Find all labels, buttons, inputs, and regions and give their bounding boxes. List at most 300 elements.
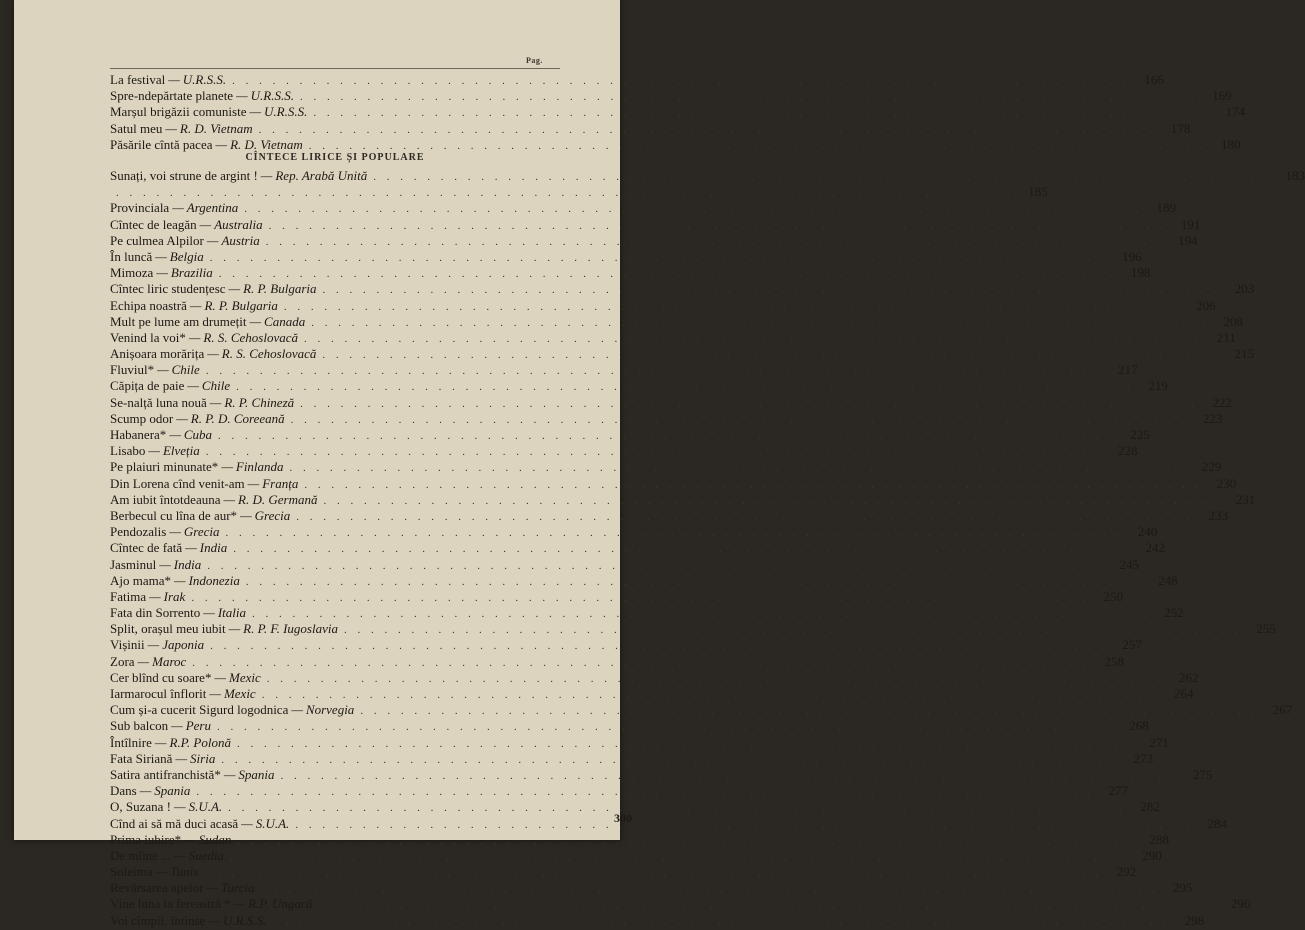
entry-dash: —	[240, 507, 252, 523]
entry-title: Jasminul	[110, 556, 157, 572]
dot-leader	[196, 784, 1094, 800]
entry-title: Sunați, voi strune de argint !	[110, 168, 258, 183]
entry-dash: —	[137, 653, 150, 669]
book-page	[14, 0, 1305, 928]
dot-leader	[281, 768, 1179, 784]
entry-country: U.R.S.S.	[182, 72, 227, 87]
entry-dash: —	[169, 427, 181, 442]
entry-title: Iarmarocul înflorit	[110, 686, 207, 701]
entry-dash: —	[209, 394, 222, 410]
toc-entry	[110, 540, 1165, 556]
entry-title: Fata Siriană	[110, 750, 173, 766]
entry-page: 288	[1149, 831, 1169, 847]
entry-dash: —	[208, 912, 221, 928]
entry-country: R. P. Chineză	[224, 394, 295, 410]
toc-entry	[110, 896, 1251, 912]
entry-page: 258	[1104, 653, 1125, 669]
entry-dash: —	[291, 702, 303, 718]
dot-leader	[206, 363, 1104, 379]
toc-entry	[110, 718, 1149, 734]
entry-title: Berbecul cu lîna de aur*	[110, 507, 238, 523]
toc-entry	[110, 394, 1232, 411]
toc-entry	[110, 507, 1228, 524]
dot-leader	[295, 817, 1193, 833]
entry-dash: —	[236, 88, 248, 104]
toc-entry	[110, 702, 1293, 718]
dot-leader	[323, 282, 1221, 298]
entry-country: R. S. Cehoslovacă	[221, 346, 317, 362]
toc-entry	[110, 637, 1142, 653]
entry-dash: —	[154, 734, 167, 750]
entry-page: 211	[1216, 329, 1236, 345]
toc-entry	[110, 524, 1158, 540]
entry-page: 189	[1156, 200, 1177, 216]
toc-entry	[110, 265, 1151, 281]
toc-entry	[110, 912, 1205, 929]
entry-page: 230	[1216, 475, 1237, 491]
toc-entry	[110, 232, 1198, 249]
page-number: 300	[614, 811, 632, 825]
entry-dash: —	[247, 475, 260, 491]
dot-leader	[269, 218, 1167, 234]
entry-title: Provinciala	[110, 200, 170, 216]
entry-dash: —	[203, 605, 215, 621]
entry-dash: —	[223, 491, 236, 507]
dot-leader	[207, 558, 1105, 574]
dot-leader	[291, 412, 1189, 428]
entry-title: Marșul brigăzii comuniste	[110, 104, 247, 120]
entry-dash: —	[156, 265, 168, 281]
entry-page: 245	[1119, 556, 1139, 572]
entry-country: R. D. Vietnam	[230, 136, 303, 152]
dot-leader	[252, 606, 1150, 622]
entry-title: Din Lorena cînd venit-am	[110, 475, 245, 491]
dot-leader	[290, 460, 1188, 476]
entry-page: 282	[1140, 799, 1160, 815]
entry-country: R. P. Bulgaria	[243, 281, 317, 297]
dot-leader	[192, 655, 1090, 671]
entry-page: 231	[1235, 491, 1256, 507]
entry-dash: —	[176, 410, 188, 426]
entry-country: India	[199, 540, 228, 556]
entry-country: Canada	[264, 313, 306, 329]
entry-title: Spre-ndepărtate planete	[110, 88, 234, 104]
dot-leader	[296, 509, 1194, 525]
entry-page: 248	[1158, 572, 1178, 588]
toc-entry	[110, 556, 1139, 573]
entry-country: U.R.S.S.	[250, 88, 294, 104]
entry-page: 180	[1221, 136, 1241, 152]
entry-page: 250	[1103, 588, 1124, 604]
toc-entry	[110, 880, 1193, 896]
entry-dash: —	[148, 443, 160, 459]
entry-dash: —	[249, 104, 262, 120]
entry-page: 242	[1145, 540, 1165, 556]
entry-page: 262	[1179, 669, 1199, 685]
entry-page: 267	[1272, 702, 1293, 718]
entry-page: 215	[1234, 346, 1255, 362]
toc-entry	[110, 346, 1255, 362]
entry-title: Lisabo	[110, 443, 146, 459]
toc-entry	[110, 281, 1255, 297]
entry-page: 292	[1116, 864, 1137, 880]
entry-dash: —	[206, 232, 219, 248]
entry-title: Cum și-a cucerit Sigurd logodnica	[110, 702, 289, 718]
entry-dash: —	[139, 783, 152, 799]
entry-country: Irak	[163, 588, 186, 604]
dot-leader	[226, 525, 1124, 541]
entry-dash: —	[188, 329, 201, 345]
toc-entry	[110, 653, 1125, 670]
entry-page: 233	[1208, 507, 1228, 523]
entry-country: Rep. Arabă Unită	[275, 168, 368, 183]
entry-page: 194	[1177, 232, 1198, 248]
entry-title: Vine luna la fereastră *	[110, 896, 231, 912]
entry-dash: —	[174, 799, 186, 815]
entry-page: 298	[1184, 912, 1205, 928]
dot-leader	[284, 299, 1182, 315]
entry-country: S.U.A.	[188, 799, 223, 815]
toc-entry	[110, 120, 1191, 137]
entry-title: Zora	[110, 653, 135, 669]
toc-entry	[110, 104, 1246, 120]
toc-entry	[110, 864, 1137, 880]
entry-page: 273	[1133, 750, 1154, 766]
entry-title: Cînd ai să mă duci acasă	[110, 815, 239, 831]
entry-country: Spania	[238, 766, 275, 782]
entry-title: Scump odor	[110, 410, 174, 426]
entry-title: Voi cîmpii, întinse	[110, 912, 206, 928]
dot-leader	[116, 185, 1014, 201]
entry-page: 228	[1118, 443, 1138, 459]
entry-page: 295	[1172, 880, 1193, 896]
entry-title: Satul meu	[110, 120, 163, 136]
entry-page: 277	[1108, 783, 1129, 799]
entry-title: Revărsarea apelor	[110, 880, 204, 896]
toc-entry	[110, 362, 1138, 378]
entry-title: Pendozalis	[110, 524, 167, 540]
entry-dash: —	[149, 588, 161, 604]
entry-title: Păsările cîntă pacea	[110, 136, 213, 152]
entry-country: Finlanda	[235, 459, 284, 475]
entry-page: 217	[1118, 362, 1138, 378]
dot-leader	[233, 541, 1131, 557]
entry-country: Chile	[171, 362, 200, 378]
entry-dash: —	[199, 216, 212, 232]
entry-title: Fata din Sorrento	[110, 605, 201, 621]
entry-title: Split, orașul meu iubit	[110, 621, 226, 637]
entry-country: Elveția	[162, 443, 200, 459]
entry-dash: —	[155, 864, 168, 880]
entry-title: În luncă	[110, 248, 153, 264]
entry-dash: —	[228, 281, 241, 297]
entry-dash: —	[165, 120, 177, 136]
entry-country: Chile	[201, 378, 231, 394]
entry-title: Ajo mama*	[110, 572, 172, 588]
entry-title: Soleima	[110, 864, 153, 880]
dot-leader	[217, 719, 1115, 735]
entry-country: Grecia	[254, 507, 291, 523]
entry-page: 219	[1148, 378, 1168, 394]
entry-title: Dans	[110, 783, 137, 799]
toc-entry	[110, 88, 1232, 104]
toc-entry	[110, 459, 1222, 475]
entry-page: 229	[1201, 459, 1222, 475]
dot-leader	[206, 444, 1104, 460]
entry-country: Maroc	[152, 653, 187, 669]
entry-title: Fatima	[110, 588, 147, 604]
entry-country: Austria	[221, 232, 260, 248]
entry-country: Tunis	[170, 864, 199, 880]
dot-leader	[261, 881, 1159, 897]
entry-dash: —	[157, 362, 169, 378]
entry-country: Cuba	[183, 427, 213, 442]
toc-entry	[110, 378, 1168, 394]
entry-country: R. S. Cehoslovacă	[203, 329, 298, 345]
entry-page: 183	[1285, 168, 1305, 183]
entry-page: 185	[1028, 184, 1048, 200]
entry-dash: —	[147, 637, 160, 653]
entry-page: 275	[1192, 766, 1213, 782]
dot-leader	[311, 315, 1209, 331]
entry-title: Cîntec de leagăn	[110, 216, 197, 232]
toc-entry	[110, 200, 1177, 216]
entry-page: 166	[1144, 72, 1164, 87]
entry-country: Norvegia	[305, 702, 355, 718]
dot-leader	[218, 428, 1116, 444]
dot-leader	[304, 331, 1202, 347]
entry-title: Satira antifranchistă*	[110, 766, 221, 782]
toc-entry	[110, 831, 1169, 848]
top-entries-list	[110, 72, 1246, 153]
entry-country: Turcia	[221, 880, 255, 896]
toc-entry	[110, 184, 1048, 200]
entry-page: 252	[1164, 605, 1184, 621]
entry-country: Peru	[185, 718, 211, 734]
toc-entry	[110, 588, 1124, 605]
entry-dash: —	[214, 669, 227, 685]
dot-leader	[246, 574, 1144, 590]
dot-leader	[322, 347, 1220, 363]
toc-entry	[110, 475, 1237, 492]
entry-country: U.R.S.S.	[264, 104, 308, 120]
dot-leader	[221, 752, 1119, 768]
entry-dash: —	[209, 686, 221, 701]
entry-country: Grecia	[183, 524, 220, 540]
dot-leader	[272, 914, 1170, 930]
entry-page: 196	[1121, 248, 1142, 264]
entry-title: Echipa noastră	[110, 297, 187, 313]
entry-page: 284	[1207, 815, 1228, 831]
entry-dash: —	[206, 880, 219, 896]
entry-country: R. P. F. Iugoslavia	[243, 621, 338, 637]
entry-title: Sub balcon	[110, 718, 169, 734]
entry-page: 271	[1149, 734, 1169, 750]
dot-leader	[219, 266, 1117, 282]
toc-entry	[110, 168, 1305, 184]
entry-page: 223	[1202, 410, 1223, 426]
toc-entry	[110, 783, 1129, 799]
toc-entry	[110, 750, 1154, 767]
entry-page: 264	[1173, 686, 1194, 701]
dot-leader	[360, 703, 1258, 719]
entry-dash: —	[233, 896, 246, 912]
toc-entry	[110, 605, 1184, 621]
entry-title: Anișoara morărița	[110, 346, 205, 362]
dot-leader	[237, 833, 1135, 849]
section-title: CÎNTECE LIRICE ȘI POPULARE	[245, 152, 425, 163]
toc-entry	[110, 734, 1169, 751]
entry-title: Întîlnire	[110, 734, 152, 750]
dot-leader	[266, 234, 1164, 250]
entry-dash: —	[187, 378, 199, 394]
toc-entry	[110, 491, 1256, 508]
entry-country: Franța	[262, 475, 299, 491]
entry-dash: —	[207, 346, 219, 362]
entry-page: 255	[1256, 621, 1276, 637]
entry-country: Italia	[217, 605, 246, 621]
entry-dash: —	[228, 621, 241, 637]
entry-title: Pe culmea Alpilor	[110, 232, 204, 248]
entry-dash: —	[249, 313, 262, 329]
entry-dash: —	[175, 750, 188, 766]
entry-title: Mimoza	[110, 265, 154, 281]
entry-title: Cîntec de fată	[110, 540, 183, 556]
toc-entry	[110, 766, 1213, 783]
dot-leader	[313, 105, 1211, 121]
toc-entry	[110, 329, 1236, 346]
entry-country: R. D. Vietnam	[179, 120, 253, 136]
dot-leader	[259, 122, 1157, 138]
toc-entry	[110, 72, 1164, 88]
entry-page: 203	[1234, 281, 1255, 297]
toc-entry	[110, 136, 1241, 153]
entry-dash: —	[169, 524, 181, 540]
entry-country: Indonezia	[188, 572, 240, 588]
entry-title: Am iubit întotdeauna	[110, 491, 221, 507]
entry-dash: —	[184, 831, 196, 847]
dot-leader	[191, 590, 1089, 606]
entry-title: Cer blînd cu soare*	[110, 669, 212, 685]
entry-title: Fluviul*	[110, 362, 155, 378]
page-column-header: Pag.	[526, 56, 543, 65]
entry-country: Australia	[214, 216, 263, 232]
entry-country: Mexic	[223, 686, 256, 701]
entry-country: R. P. D. Coreeană	[190, 410, 285, 426]
toc-entry	[110, 248, 1142, 265]
entry-country: Spania	[154, 783, 191, 799]
dot-leader	[373, 169, 1271, 185]
entry-dash: —	[171, 718, 183, 734]
entry-country: R. P. Bulgaria	[204, 297, 278, 313]
toc-entry	[110, 799, 1160, 815]
entry-title: Pe plaiuri minunate*	[110, 459, 219, 475]
dot-leader	[304, 477, 1202, 493]
toc-entry	[110, 443, 1138, 459]
dot-leader	[210, 250, 1108, 266]
entry-dash: —	[159, 556, 171, 572]
entry-title: Căpița de paie	[110, 378, 185, 394]
entry-dash: —	[260, 168, 273, 183]
dot-leader	[300, 396, 1198, 412]
entry-page: 206	[1196, 297, 1216, 313]
entry-country: Mexic	[229, 669, 261, 685]
entry-page: 169	[1212, 88, 1232, 104]
entry-page: 191	[1180, 216, 1201, 232]
toc-entry	[110, 621, 1276, 637]
dot-leader	[344, 622, 1242, 638]
entry-dash: —	[241, 815, 253, 831]
entry-title: De mîine ...	[110, 847, 172, 863]
entry-dash: —	[189, 297, 202, 313]
entry-title: Mult pe lume am drumețit	[110, 313, 247, 329]
entry-dash: —	[185, 540, 197, 556]
entry-country: S.U.A.	[255, 815, 290, 831]
dot-leader	[318, 897, 1216, 913]
entry-country: Brazilia	[170, 265, 213, 281]
dot-leader	[228, 800, 1126, 816]
entry-dash: —	[223, 766, 236, 782]
dot-leader	[267, 671, 1165, 687]
toc-entry	[110, 313, 1243, 330]
entry-page: 198	[1131, 265, 1151, 281]
dot-leader	[232, 73, 1130, 89]
entry-title: O, Suzana !	[110, 799, 172, 815]
toc-entry	[110, 669, 1199, 686]
dot-leader	[230, 849, 1128, 865]
entry-title: Prima iubire*	[110, 831, 182, 847]
toc-entry	[110, 410, 1223, 427]
header-rule	[110, 68, 560, 69]
entry-dash: —	[174, 847, 186, 863]
toc-entry	[110, 686, 1194, 702]
toc-entry	[110, 427, 1150, 443]
entry-page: 208	[1223, 313, 1243, 329]
entry-country: Siria	[190, 750, 216, 766]
entry-page: 174	[1225, 104, 1246, 120]
entry-country: R.P. Ungară	[248, 896, 313, 912]
entry-page: 296	[1230, 896, 1251, 912]
entry-country: Sudan	[198, 831, 232, 847]
toc-entry	[110, 847, 1162, 864]
entry-country: R.P. Polonă	[169, 734, 231, 750]
entry-country: India	[173, 556, 202, 572]
entry-title: Habanera*	[110, 427, 167, 442]
entry-country: U.R.S.S.	[223, 912, 267, 928]
dot-leader	[300, 89, 1198, 105]
entry-country: Belgia	[169, 248, 204, 264]
toc-entry	[110, 216, 1201, 233]
entry-country: R. D. Germană	[238, 491, 318, 507]
entry-dash: —	[172, 200, 184, 216]
entry-page: 225	[1130, 427, 1150, 442]
entry-page: 222	[1212, 394, 1232, 410]
toc-entry	[110, 297, 1216, 314]
dot-leader	[237, 736, 1135, 752]
entry-dash: —	[155, 248, 167, 264]
entry-page: 268	[1129, 718, 1149, 734]
dot-leader	[262, 687, 1160, 703]
entry-dash: —	[168, 72, 180, 87]
dot-leader	[244, 201, 1142, 217]
entry-country: Suedia	[188, 847, 224, 863]
dot-leader	[323, 493, 1221, 509]
entry-page: 178	[1170, 120, 1191, 136]
entry-title: Se-nalță luna nouă	[110, 394, 207, 410]
dot-leader	[204, 865, 1102, 881]
entry-page: 240	[1137, 524, 1158, 540]
entry-title: La festival	[110, 72, 166, 87]
